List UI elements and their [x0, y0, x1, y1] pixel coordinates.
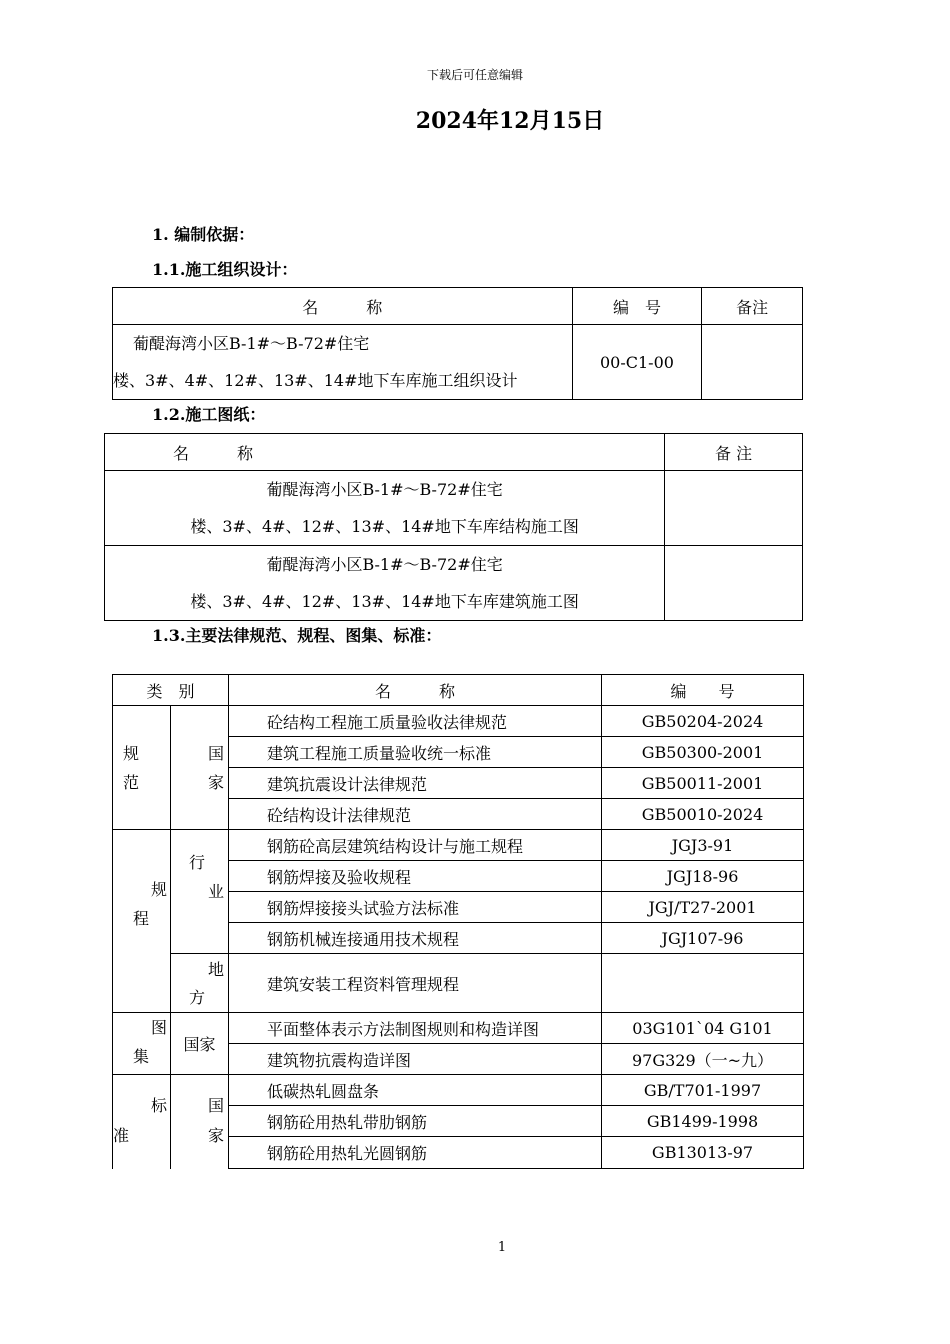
t3-row-5-code: JGJ3-91 — [602, 830, 804, 861]
t2-row-2-note — [665, 546, 803, 621]
t3-row-14-code: GB13013-97 — [602, 1137, 804, 1169]
t2-row-2-line2: 楼、3#、4#、12#、13#、14#地下车库建筑施工图 — [190, 592, 579, 611]
standards-table — [112, 674, 804, 1169]
section-1-heading: 1. 编制依据： — [152, 225, 255, 244]
t3-row-12-code: GB/T701-1997 — [602, 1075, 804, 1106]
t3-row-1-name: 砼结构工程施工质量验收法律规范 — [229, 706, 602, 737]
t2-row-1-line2: 楼、3#、4#、12#、13#、14#地下车库结构施工图 — [190, 517, 579, 536]
t3-row-1-code: GB50204-2024 — [602, 706, 804, 737]
t3-row-7-code: JGJ/T27-2001 — [602, 892, 804, 923]
t3-cat-guicheng: 规 程 — [113, 830, 171, 1013]
header-note: 下载后可任意编辑 — [426, 68, 523, 82]
t3-row-8-code: JGJ107-96 — [602, 923, 804, 954]
t3-row-9-code — [602, 954, 804, 1013]
t3-row-12-name: 低碳热轧圆盘条 — [229, 1075, 602, 1106]
t3-sub-guicheng-hangye: 行 业 — [171, 830, 229, 954]
document-date: 2024年12月15日 — [415, 108, 605, 134]
t3-cat-biaozhun: 标 准 — [113, 1075, 171, 1169]
t2-row-1-line1: 葡醍海湾小区B-1#～B-72#住宅 — [266, 480, 503, 499]
t3-row-4-code: GB50010-2024 — [602, 799, 804, 830]
t3-cat-guifan: 规 范 — [113, 706, 171, 830]
t3-row-6-code: JGJ18-96 — [602, 861, 804, 892]
t1-row-name — [113, 325, 573, 400]
t3-row-7-name: 钢筋焊接接头试验方法标准 — [229, 892, 602, 923]
t3-sub-tuji-guojia: 国家 — [171, 1013, 229, 1075]
t3-row-9-name: 建筑安装工程资料管理规程 — [229, 954, 602, 1013]
t2-row-2-line1: 葡醍海湾小区B-1#～B-72#住宅 — [266, 555, 503, 574]
t3-row-11-name: 建筑物抗震构造详图 — [229, 1044, 602, 1075]
t1-row-code: 00-C1-00 — [572, 325, 702, 400]
t3-cat-tuji: 图 集 — [113, 1013, 171, 1075]
t3-sub-biaozhun-guojia: 国 家 — [171, 1075, 229, 1169]
t3-row-13-code: GB1499-1998 — [602, 1106, 804, 1137]
t3-row-2-name: 建筑工程施工质量验收统一标准 — [229, 737, 602, 768]
section-1-3-heading: 1.3.主要法律规范、规程、图集、标准： — [152, 626, 442, 645]
t2-header-note: 备 注 — [665, 434, 803, 471]
t3-row-3-code: GB50011-2001 — [602, 768, 804, 799]
t3-row-4-name: 砼结构设计法律规范 — [229, 799, 602, 830]
construction-org-design-table — [112, 287, 803, 400]
page-number: 1 — [497, 1240, 507, 1255]
t3-sub-guifan-guojia: 国 家 — [171, 706, 229, 830]
t1-header-name: 名 称 — [113, 288, 573, 325]
t3-row-6-name: 钢筋焊接及验收规程 — [229, 861, 602, 892]
t3-row-5-name: 钢筋砼高层建筑结构设计与施工规程 — [229, 830, 602, 861]
t3-row-8-name: 钢筋机械连接通用技术规程 — [229, 923, 602, 954]
t3-row-11-code: 97G329（一~九） — [602, 1044, 804, 1075]
construction-drawings-table — [104, 433, 803, 621]
t1-header-code: 编 号 — [572, 288, 702, 325]
t2-row-2-name — [105, 546, 665, 621]
t1-row-note — [702, 325, 803, 400]
t3-row-10-code: 03G101`04 G101 — [602, 1013, 804, 1044]
t3-row-10-name: 平面整体表示方法制图规则和构造详图 — [229, 1013, 602, 1044]
t3-row-14-name: 钢筋砼用热轧光圆钢筋 — [229, 1137, 602, 1169]
t2-row-1-name — [105, 471, 665, 546]
t3-row-2-code: GB50300-2001 — [602, 737, 804, 768]
t3-row-13-name: 钢筋砼用热轧带肋钢筋 — [229, 1106, 602, 1137]
t3-header-code: 编 号 — [602, 675, 804, 706]
t1-header-note: 备注 — [702, 288, 803, 325]
t3-sub-guicheng-difang: 地 方 — [171, 954, 229, 1013]
section-1-2-heading: 1.2.施工图纸： — [152, 405, 266, 424]
t3-header-category: 类 别 — [113, 675, 229, 706]
t3-header-name: 名 称 — [229, 675, 602, 706]
t3-row-3-name: 建筑抗震设计法律规范 — [229, 768, 602, 799]
t1-row-name-line2: 楼、3#、4#、12#、13#、14#地下车库施工组织设计 — [113, 371, 518, 390]
t2-header-name: 名 称 — [105, 434, 665, 471]
section-1-1-heading: 1.1.施工组织设计： — [152, 260, 298, 279]
t2-row-1-note — [665, 471, 803, 546]
t1-row-name-line1: 葡醍海湾小区B-1#～B-72#住宅 — [133, 334, 370, 353]
